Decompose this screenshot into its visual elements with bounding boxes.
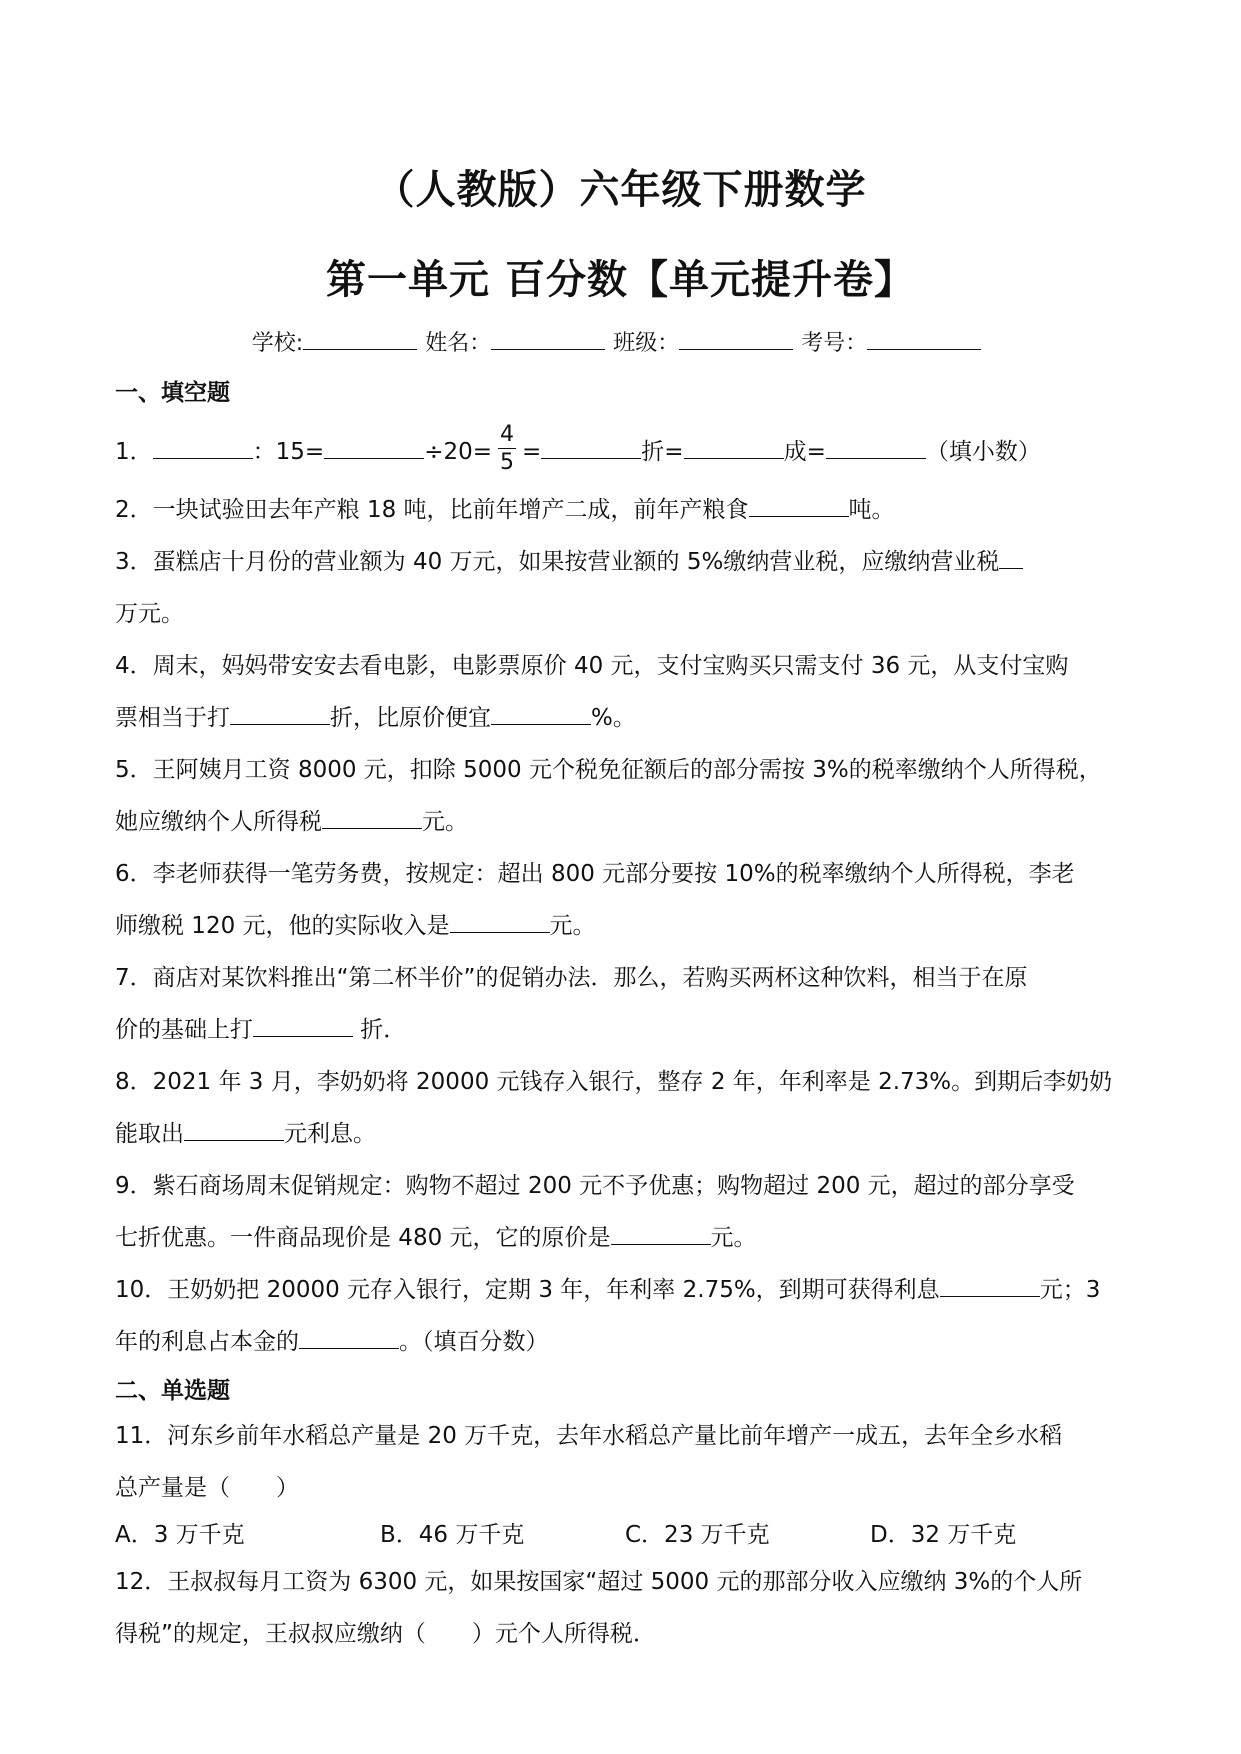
question-6: 6．李老师获得一笔劳务费，按规定：超出 800 元部分要按 10%的税率缴纳个人所得税，李老 师缴税 120 元，他的实际收入是 元。 [115, 861, 1075, 939]
question-10: 10．王奶奶把 20000 元存入银行，定期 3 年，年利率 2.75%，到期可获得利息 元；3 年的利息占本金的 。（填百分数） [115, 1264, 1135, 1368]
answer-blank[interactable] [940, 1274, 1040, 1297]
option-a[interactable]: A．3 万千克 [115, 1522, 245, 1548]
question-7: 7．商店对某饮料推出“第二杯半价”的促销办法．那么，若购买两杯这种饮料，相当于在原 价的基础上打 折． [115, 965, 1028, 1043]
question-1: 1． ：15= ÷20= $\frac{4}{5}$ = 折= 成= （填小数） [115, 421, 1041, 475]
option-d[interactable]: D．32 万千克 [870, 1522, 1017, 1548]
page-title: （人教版）六年级下册数学 [374, 167, 867, 213]
question-11: 11．河东乡前年水稻总产量是 20 万千克，去年水稻总产量比前年增产一成五，去年全乡水稻 总产量是（ ） [115, 1423, 1063, 1501]
answer-blank[interactable] [999, 546, 1023, 569]
school-label: 学校: [251, 331, 304, 356]
question-2: 2．一块试验田去年产粮 18 吨，比前年增产二成，前年产粮食 吨。 [115, 484, 1135, 536]
section-single-heading: 二、单选题 [115, 1378, 230, 1404]
class-label: 班级： [613, 331, 680, 356]
question-4: 4．周末，妈妈带安安去看电影，电影票原价 40 元，支付宝购买只需支付 36 元，从支付宝购 票相当于打 折，比原价便宜 %。 [115, 653, 1069, 731]
question-9: 9．紫石商场周末促销规定：购物不超过 200 元不予优惠；购物超过 200 元，超过的部分享受 七折优惠。一件商品现价是 480 元，它的原价是 元。 [115, 1173, 1075, 1251]
page-subtitle: 第一单元 百分数【单元提升卷】 [326, 257, 915, 303]
answer-blank[interactable] [299, 1326, 399, 1349]
name-label: 姓名： [425, 331, 492, 356]
question-3: 3．蛋糕店十月份的营业额为 40 万元，如果按营业额的 5%缴纳营业税，应缴纳营业税 万元。 [115, 536, 1135, 640]
name-blank[interactable] [491, 327, 605, 350]
section-fill-heading: 一、填空题 [115, 380, 230, 406]
answer-blank[interactable] [324, 436, 424, 459]
answer-blank[interactable] [230, 702, 330, 725]
answer-blank[interactable] [491, 702, 591, 725]
answer-blank[interactable] [611, 1222, 711, 1245]
question-12: 12．王叔叔每月工资为 6300 元，如果按国家“超过 5000 元的那部分收入应缴纳 3%的个人所 得税”的规定，王叔叔应缴纳（ ）元个人所得税． [115, 1569, 1083, 1647]
answer-blank[interactable] [184, 1118, 284, 1141]
question-8: 8．2021 年 3 月，李奶奶将 20000 元钱存入银行，整存 2 年，年利率是 2.73%。到期后李奶奶 能取出 元利息。 [115, 1069, 1113, 1147]
school-blank[interactable] [303, 327, 417, 350]
option-b[interactable]: B．46 万千克 [380, 1522, 525, 1548]
answer-blank[interactable] [684, 436, 784, 459]
answer-blank[interactable] [153, 436, 253, 459]
answer-blank[interactable] [541, 436, 641, 459]
answer-blank[interactable] [253, 1014, 353, 1037]
student-info-line [0, 326, 1241, 357]
answer-blank[interactable] [826, 436, 926, 459]
question-5: 5．王阿姨月工资 8000 元，扣除 5000 元个税免征额后的部分需按 3%的税率缴纳个人所得税， 她应缴纳个人所得税 元。 [115, 757, 1102, 835]
answer-blank[interactable] [450, 910, 550, 933]
number-label: 考号： [801, 331, 868, 356]
fraction: $\frac{4}{5}$ [500, 421, 514, 475]
answer-blank[interactable] [749, 494, 849, 517]
class-blank[interactable] [679, 327, 793, 350]
option-c[interactable]: C．23 万千克 [625, 1522, 770, 1548]
number-blank[interactable] [867, 327, 981, 350]
answer-blank[interactable] [322, 806, 422, 829]
